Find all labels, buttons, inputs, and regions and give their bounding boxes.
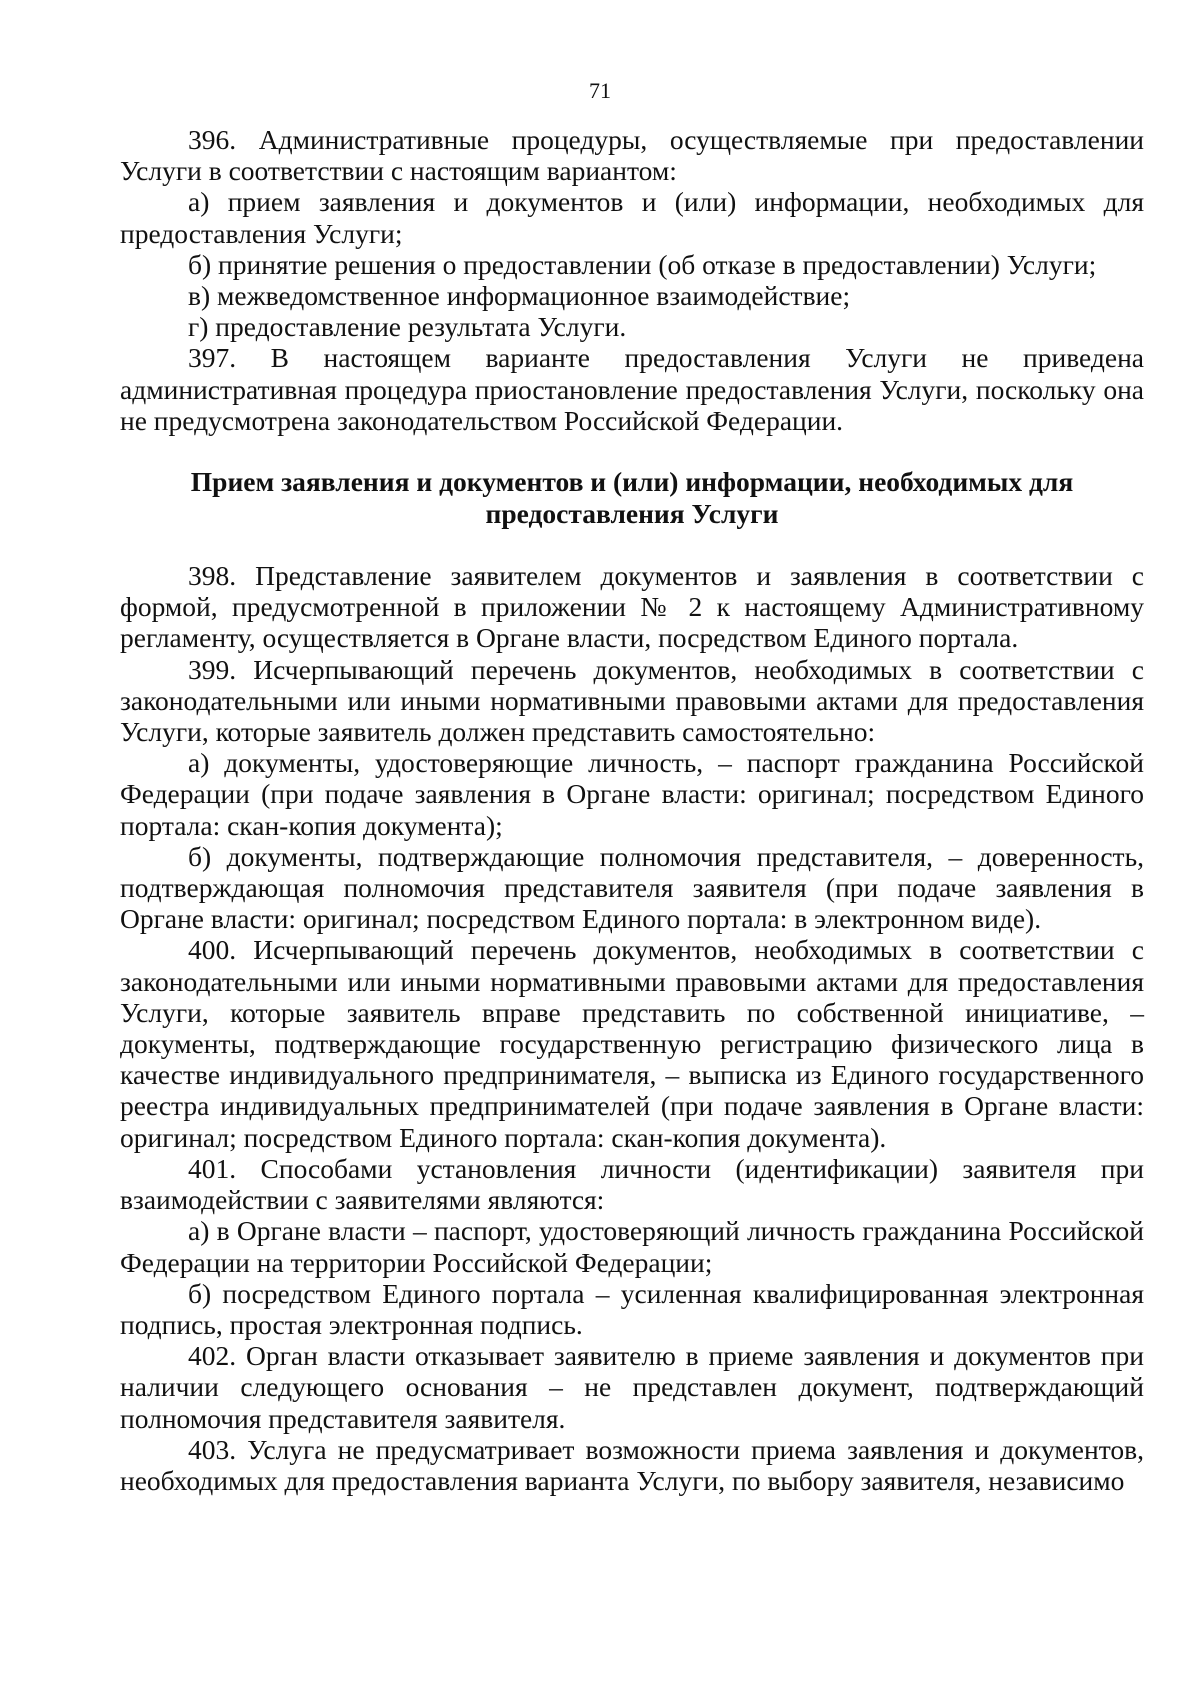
paragraph-402: 402. Орган власти отказывает заявителю в приеме заявления и документов при наличии следующего основания – не представлен документ, подтверждающий полномочия представителя заявителя. [120, 1340, 1144, 1434]
list-item-396-a: а) прием заявления и документов и (или) информации, необходимых для предоставления Услуги; [120, 186, 1144, 249]
paragraph-400: 400. Исчерпывающий перечень документов, необходимых в соответствии с законодательными или иными нормативными правовыми актами для предоставления Услуги, которые заявитель вправе представить по собственной инициативе, – документы, подтверждающие государственную регистрацию физического лица в качестве индивидуального предпринимателя, – выписка из Единого государственного реестра индивидуальных предпринимателей (при подаче заявления в Органе власти: оригинал; посредством Единого портала: скан-копия документа). [120, 934, 1144, 1153]
page-number: 71 [589, 78, 611, 103]
document-body [120, 124, 1144, 1496]
paragraph-397: 397. В настоящем варианте предоставления Услуги не приведена административная процедура приостановление предоставления Услуги, поскольку она не предусмотрена законодательством Российской Федерации. [120, 342, 1144, 436]
paragraph-401: 401. Способами установления личности (идентификации) заявителя при взаимодействии с заявителями являются: [120, 1152, 1144, 1216]
paragraph-398: 398. Представление заявителем документов и заявления в соответствии с формой, предусмотренной в приложении № 2 к настоящему Административному регламенту, осуществляется в Органе власти, посредством Единого портала. [120, 560, 1144, 654]
list-item-401-a: а) в Органе власти – паспорт, удостоверяющий личность гражданина Российской Федерации на территории Российской Федерации; [120, 1215, 1144, 1278]
list-item-399-b: б) документы, подтверждающие полномочия представителя, – доверенность, подтверждающая полномочия представителя заявителя (при подаче заявления в Органе власти: оригинал; посредством Единого портала: в электронном виде). [120, 840, 1144, 935]
paragraph-399: 399. Исчерпывающий перечень документов, необходимых в соответствии с законодательными или иными нормативными правовыми актами для предоставления Услуги, которые заявитель должен представить самостоятельно: [120, 653, 1144, 748]
list-item-401-b: б) посредством Единого портала – усиленная квалифицированная электронная подпись, простая электронная подпись. [120, 1277, 1144, 1340]
list-item-399-a: а) документы, удостоверяющие личность, – паспорт гражданина Российской Федерации (при подаче заявления в Органе власти: оригинал; посредством Единого портала: скан-копия документа); [120, 747, 1144, 841]
paragraph-403: 403. Услуга не предусматривает возможности приема заявления и документов, необходимых для предоставления варианта Услуги, по выбору заявителя, независимо [120, 1433, 1144, 1496]
list-item-396-g: г) предоставление результата Услуги. [188, 311, 627, 343]
list-item-396-v: в) межведомственное информационное взаимодействие; [188, 280, 851, 312]
list-item-396-b: б) принятие решения о предоставлении (об отказе в предоставлении) Услуги; [188, 248, 1097, 280]
section-heading: Прием заявления и документов и (или) информации, необходимых для предоставления Услуги [190, 466, 1074, 530]
paragraph-396: 396. Административные процедуры, осуществляемые при предоставлении Услуги в соответствии с настоящим вариантом: [120, 124, 1144, 187]
